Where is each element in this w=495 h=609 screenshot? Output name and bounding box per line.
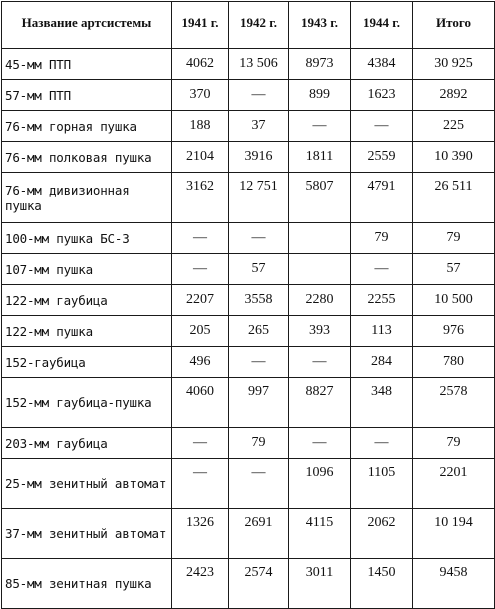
cell-1942: — bbox=[229, 80, 289, 111]
cell-1942: 997 bbox=[229, 378, 289, 428]
cell-1941: 205 bbox=[172, 316, 229, 347]
cell-1942: 3916 bbox=[229, 142, 289, 173]
cell-1943: 393 bbox=[289, 316, 351, 347]
document-page bbox=[1, 1, 494, 609]
cell-1944: 79 bbox=[351, 223, 413, 254]
cell-1943: 5807 bbox=[289, 173, 351, 223]
cell-1944: 348 bbox=[351, 378, 413, 428]
cell-total: 780 bbox=[413, 347, 495, 378]
cell-1944: — bbox=[351, 111, 413, 142]
cell-1941: 2423 bbox=[172, 559, 229, 609]
table-row bbox=[2, 459, 495, 509]
cell-1942: 57 bbox=[229, 254, 289, 285]
header-cell-total: Итого bbox=[413, 2, 495, 49]
cell-1943: 8827 bbox=[289, 378, 351, 428]
header-cell-1944: 1944 г. bbox=[351, 2, 413, 49]
table-body bbox=[2, 49, 495, 609]
cell-1941: 3162 bbox=[172, 173, 229, 223]
cell-1944: — bbox=[351, 254, 413, 285]
cell-total: 79 bbox=[413, 223, 495, 254]
table-row bbox=[2, 173, 495, 223]
cell-1943: — bbox=[289, 111, 351, 142]
cell-total: 2892 bbox=[413, 80, 495, 111]
cell-artillery-name: 100-мм пушка БС-3 bbox=[2, 223, 172, 254]
cell-1941: 2104 bbox=[172, 142, 229, 173]
table-row bbox=[2, 428, 495, 459]
cell-artillery-name: 76-мм полковая пушка bbox=[2, 142, 172, 173]
cell-1941: — bbox=[172, 254, 229, 285]
cell-1943: 1096 bbox=[289, 459, 351, 509]
cell-1943: 4115 bbox=[289, 509, 351, 559]
cell-1942: 13 506 bbox=[229, 49, 289, 80]
cell-total: 9458 bbox=[413, 559, 495, 609]
cell-artillery-name: 76-мм дивизионная пушка bbox=[2, 173, 172, 223]
table-header bbox=[2, 2, 495, 49]
cell-artillery-name: 107-мм пушка bbox=[2, 254, 172, 285]
cell-artillery-name: 45-мм ПТП bbox=[2, 49, 172, 80]
cell-1944: 4384 bbox=[351, 49, 413, 80]
cell-1942: — bbox=[229, 223, 289, 254]
cell-total: 79 bbox=[413, 428, 495, 459]
cell-1943 bbox=[289, 254, 351, 285]
cell-artillery-name: 37-мм зенитный автомат bbox=[2, 509, 172, 559]
cell-1942: — bbox=[229, 347, 289, 378]
cell-1942: 3558 bbox=[229, 285, 289, 316]
cell-artillery-name: 25-мм зенитный автомат bbox=[2, 459, 172, 509]
cell-1942: 37 bbox=[229, 111, 289, 142]
cell-1941: 496 bbox=[172, 347, 229, 378]
cell-1941: 1326 bbox=[172, 509, 229, 559]
cell-1941: 4062 bbox=[172, 49, 229, 80]
cell-total: 10 194 bbox=[413, 509, 495, 559]
table-row bbox=[2, 80, 495, 111]
cell-1943: 8973 bbox=[289, 49, 351, 80]
cell-total: 10 500 bbox=[413, 285, 495, 316]
cell-total: 30 925 bbox=[413, 49, 495, 80]
cell-1944: 2559 bbox=[351, 142, 413, 173]
cell-1943: 899 bbox=[289, 80, 351, 111]
header-cell-1943: 1943 г. bbox=[289, 2, 351, 49]
cell-total: 10 390 bbox=[413, 142, 495, 173]
table-row bbox=[2, 559, 495, 609]
cell-total: 2578 bbox=[413, 378, 495, 428]
cell-total: 2201 bbox=[413, 459, 495, 509]
cell-1942: — bbox=[229, 459, 289, 509]
cell-1944: 1450 bbox=[351, 559, 413, 609]
header-cell-name: Название артсистемы bbox=[2, 2, 172, 49]
header-cell-1941: 1941 г. bbox=[172, 2, 229, 49]
cell-artillery-name: 85-мм зенитная пушка bbox=[2, 559, 172, 609]
cell-1941: 370 bbox=[172, 80, 229, 111]
header-cell-1942: 1942 г. bbox=[229, 2, 289, 49]
cell-1943: — bbox=[289, 347, 351, 378]
cell-artillery-name: 203-мм гаубица bbox=[2, 428, 172, 459]
cell-1944: 4791 bbox=[351, 173, 413, 223]
table-row bbox=[2, 49, 495, 80]
cell-1944: 2062 bbox=[351, 509, 413, 559]
cell-1941: 2207 bbox=[172, 285, 229, 316]
cell-total: 976 bbox=[413, 316, 495, 347]
cell-1944: 284 bbox=[351, 347, 413, 378]
cell-1944: — bbox=[351, 428, 413, 459]
cell-1944: 113 bbox=[351, 316, 413, 347]
cell-artillery-name: 152-гаубица bbox=[2, 347, 172, 378]
cell-artillery-name: 76-мм горная пушка bbox=[2, 111, 172, 142]
artillery-production-table bbox=[1, 1, 495, 609]
cell-1941: — bbox=[172, 428, 229, 459]
cell-artillery-name: 122-мм пушка bbox=[2, 316, 172, 347]
table-row bbox=[2, 254, 495, 285]
cell-1942: 79 bbox=[229, 428, 289, 459]
cell-artillery-name: 57-мм ПТП bbox=[2, 80, 172, 111]
cell-artillery-name: 152-мм гаубица-пушка bbox=[2, 378, 172, 428]
cell-1941: 4060 bbox=[172, 378, 229, 428]
cell-1944: 2255 bbox=[351, 285, 413, 316]
cell-1942: 265 bbox=[229, 316, 289, 347]
cell-1942: 12 751 bbox=[229, 173, 289, 223]
header-row bbox=[2, 2, 495, 49]
cell-total: 57 bbox=[413, 254, 495, 285]
cell-1941: — bbox=[172, 459, 229, 509]
cell-1941: 188 bbox=[172, 111, 229, 142]
cell-1942: 2691 bbox=[229, 509, 289, 559]
cell-artillery-name: 122-мм гаубица bbox=[2, 285, 172, 316]
table-row bbox=[2, 223, 495, 254]
cell-1943: 1811 bbox=[289, 142, 351, 173]
cell-total: 26 511 bbox=[413, 173, 495, 223]
table-row bbox=[2, 285, 495, 316]
cell-1944: 1105 bbox=[351, 459, 413, 509]
cell-1941: — bbox=[172, 223, 229, 254]
cell-1943 bbox=[289, 223, 351, 254]
cell-1943: 2280 bbox=[289, 285, 351, 316]
cell-1943: — bbox=[289, 428, 351, 459]
cell-1943: 3011 bbox=[289, 559, 351, 609]
cell-1944: 1623 bbox=[351, 80, 413, 111]
cell-1942: 2574 bbox=[229, 559, 289, 609]
cell-total: 225 bbox=[413, 111, 495, 142]
table-row bbox=[2, 111, 495, 142]
table-row bbox=[2, 316, 495, 347]
table-row bbox=[2, 378, 495, 428]
table-row bbox=[2, 142, 495, 173]
table-row bbox=[2, 347, 495, 378]
table-row bbox=[2, 509, 495, 559]
